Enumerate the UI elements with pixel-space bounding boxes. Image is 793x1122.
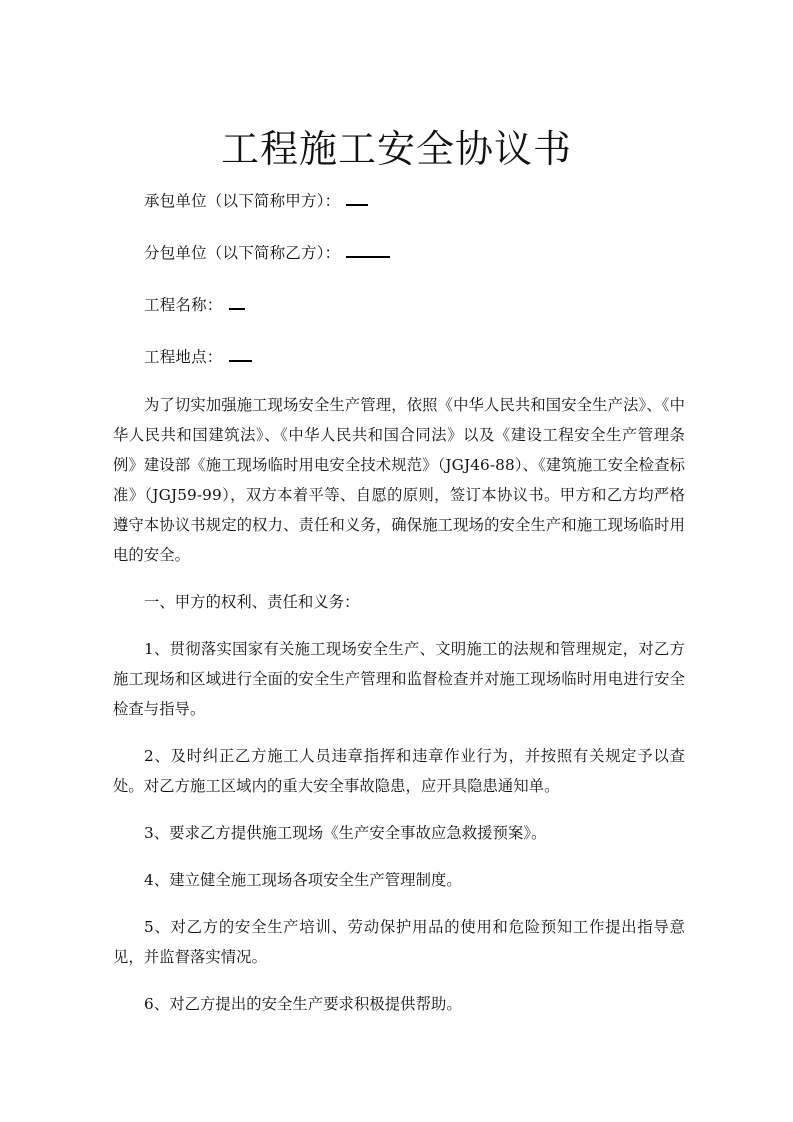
list-item: 4、建立健全施工现场各项安全生产管理制度。 <box>144 871 462 889</box>
list-item: 2、及时纠正乙方施工人员违章指挥和违章作业行为，并按照有关规定予以查处。对乙方施工区域内的重大安全事故隐患，应开具隐患通知单。 <box>113 747 685 795</box>
form-blank-project-name[interactable] <box>229 296 245 310</box>
list-item: 5、对乙方的安全生产培训、劳动保护用品的使用和危险预知工作提出指导意见，并监督落实情况。 <box>113 918 685 966</box>
form-row-subcontractor <box>113 242 683 264</box>
form-row-contractor <box>113 190 683 212</box>
form-row-project-name <box>113 294 683 316</box>
form-row-project-location <box>113 346 683 368</box>
form-label-project-location: 工程地点： <box>144 348 223 366</box>
form-label-subcontractor: 分包单位（以下简称乙方）： <box>144 244 341 262</box>
list-item: 1、贯彻落实国家有关施工现场安全生产、文明施工的法规和管理规定，对乙方施工现场和区域进行全面的安全生产管理和监督检查并对施工现场临时用电进行安全检查与指导。 <box>113 640 685 718</box>
form-blank-subcontractor[interactable] <box>346 244 390 258</box>
section-heading-party-a: 一、甲方的权利、责任和义务： <box>144 593 360 611</box>
page-title: 工程施工安全协议书 <box>220 127 572 172</box>
document-body <box>113 390 685 1019</box>
form-blank-project-location[interactable] <box>229 348 252 362</box>
preamble-paragraph: 为了切实加强施工现场安全生产管理，依照《中华人民共和国安全生产法》、《中华人民共和国建筑法》、《中华人民共和国合同法》以及《建设工程安全生产管理条例》建设部《施工现场临时用电安全技术规范》（JGJ46-88）、《建筑施工安全检查标准》（JGJ59-99），双方本着平等、自愿的原则，签订本协议书。甲方和乙方均严格遵守本协议书规定的权力、责任和义务，确保施工现场的安全生产和施工现场临时用电的安全。 <box>113 396 685 564</box>
list-item: 3、要求乙方提供施工现场《生产安全事故应急救援预案》。 <box>144 824 547 842</box>
form-label-project-name: 工程名称： <box>144 296 223 314</box>
list-item: 6、对乙方提出的安全生产要求积极提供帮助。 <box>144 995 462 1013</box>
form-blank-contractor[interactable] <box>346 192 368 206</box>
form-label-contractor: 承包单位（以下简称甲方）： <box>144 192 341 210</box>
form-fields-block <box>113 190 683 368</box>
